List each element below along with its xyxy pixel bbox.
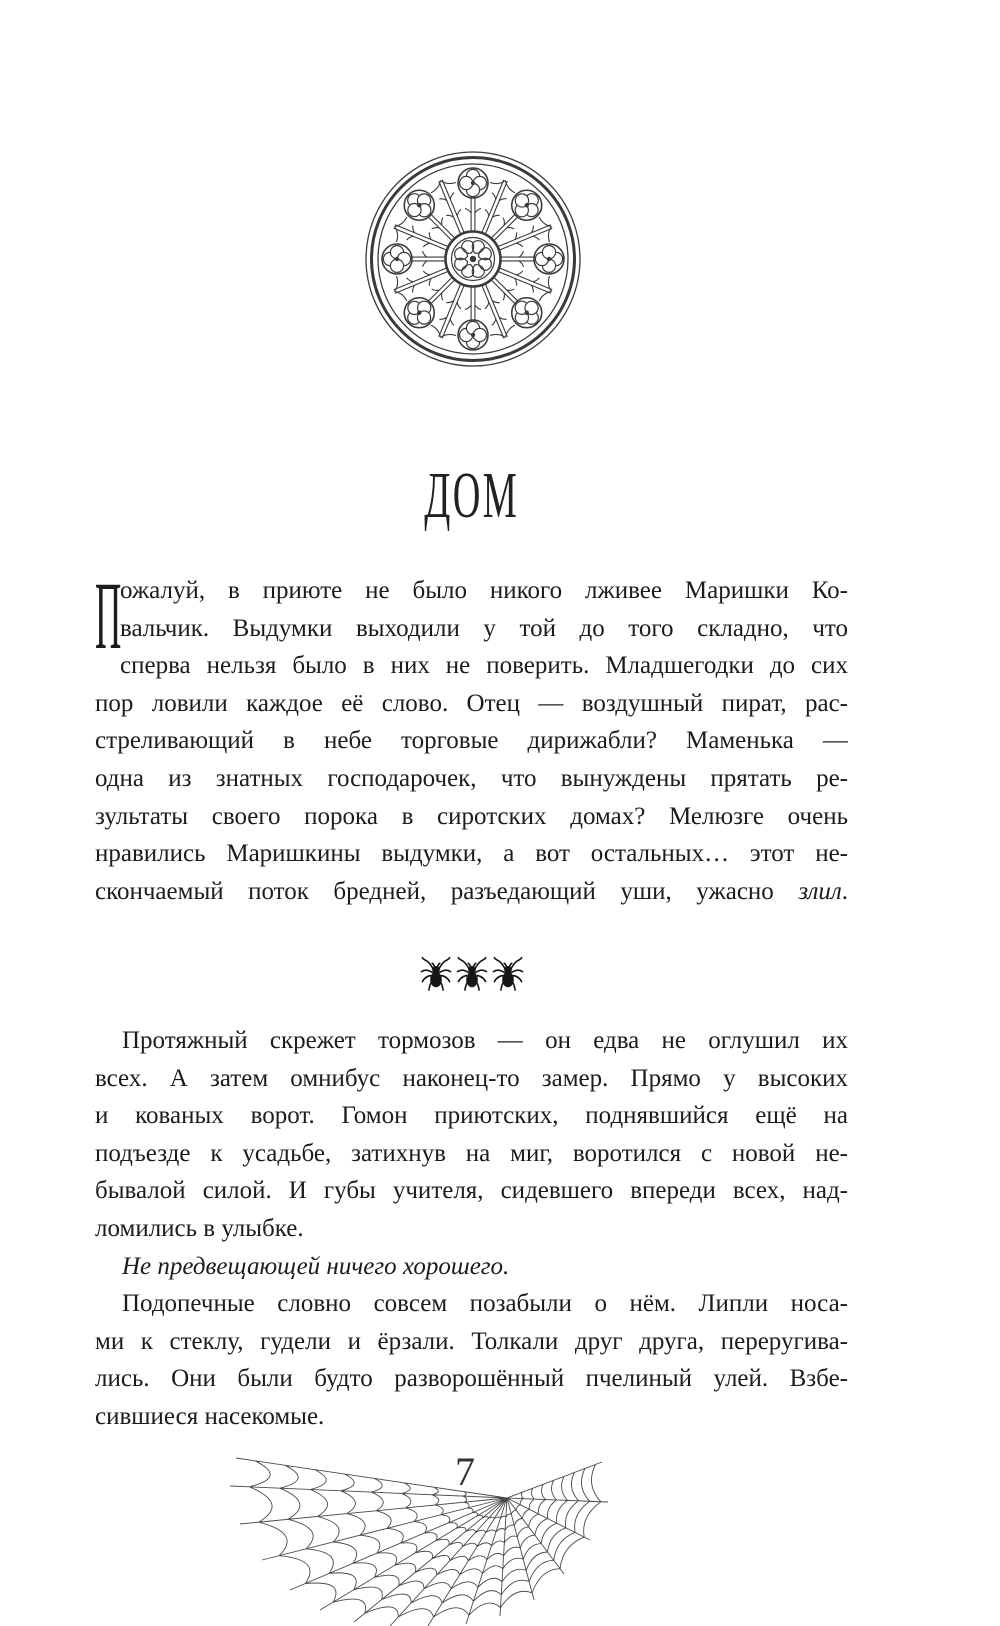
- body-text: ожалуй, в приюте не было никого лживее Маришки Ко-: [120, 577, 848, 604]
- rose-window-ornament: [362, 148, 584, 370]
- spider-icon: [492, 955, 524, 995]
- body-text: сившиеся насекомые.: [95, 1402, 325, 1430]
- drop-cap: П: [95, 562, 122, 669]
- body-text: и кованых ворот. Гомон приютских, поднявшийся ещё на: [95, 1102, 848, 1130]
- body-text: .: [841, 877, 848, 905]
- body-text: Не предвещающей ничего хорошего.: [122, 1252, 510, 1280]
- body-text: ломились в улыбке.: [95, 1214, 304, 1242]
- body-text: вальчик. Выдумки выходили у той до того складно, что: [120, 614, 848, 642]
- text-line: [95, 1060, 848, 1098]
- body-text: зультаты своего порока в сиротских домах? Мелюзге очень: [95, 802, 848, 830]
- text-line: [95, 722, 848, 760]
- text-line: [120, 647, 848, 685]
- body-text: одна из знатных господарочек, что вынуждены прятать ре-: [95, 764, 848, 792]
- body-text: подъезде к усадьбе, затихнув на миг, воротился с новой не-: [95, 1139, 848, 1167]
- text-line: [95, 798, 848, 836]
- text-line: [95, 835, 848, 873]
- spider-separator: [95, 955, 848, 997]
- text-block-1: [95, 562, 848, 910]
- text-line: [95, 1135, 848, 1173]
- paragraph: [95, 1022, 848, 1248]
- text-block-2: [95, 1022, 848, 1436]
- text-line: [120, 610, 848, 648]
- spider-web-ornament: [228, 1428, 628, 1626]
- body-text: пор ловили каждое её слово. Отец — воздушный пират, рас-: [95, 689, 848, 717]
- body-text: всех. А затем омнибус наконец-то замер. Прямо у высоких: [95, 1064, 848, 1092]
- emphasis-text: злил: [798, 877, 842, 905]
- text-line: [95, 1285, 848, 1323]
- text-line: [95, 1097, 848, 1135]
- text-line: [95, 1248, 848, 1286]
- paragraph: [95, 1285, 848, 1435]
- spider-icon: [420, 955, 452, 995]
- text-line: [95, 1360, 848, 1398]
- text-line: [95, 1022, 848, 1060]
- body-text: стреливающий в небе торговые дирижабли? Маменька —: [95, 727, 848, 755]
- chapter-title-text: ДОМ: [424, 459, 519, 532]
- text-line: [95, 760, 848, 798]
- page-number: 7: [455, 1449, 475, 1494]
- body-text: Подопечные словно совсем позабыли о нём. Липли носа-: [122, 1290, 848, 1318]
- text-line: [95, 1323, 848, 1361]
- text-line: [95, 1172, 848, 1210]
- spider-icon: [456, 955, 488, 995]
- text-line: [120, 572, 848, 610]
- body-text: лись. Они были будто разворошённый пчелиный улей. Взбе-: [95, 1365, 848, 1393]
- body-text: ми к стеклу, гудели и ёрзали. Толкали друг друга, переругива-: [95, 1327, 848, 1355]
- text-line: [95, 685, 848, 723]
- text-line: [95, 1210, 848, 1248]
- body-text: бывалой силой. И губы учителя, сидевшего впереди всех, над-: [95, 1177, 848, 1205]
- body-text: скончаемый поток бредней, разъедающий уши, ужасно: [95, 877, 799, 905]
- body-text: сперва нельзя было в них не поверить. Младшегодки до сих: [120, 652, 848, 680]
- body-text: Протяжный скрежет тормозов — он едва не оглушил их: [122, 1027, 848, 1054]
- text-line: [95, 873, 848, 911]
- paragraph: [95, 562, 848, 910]
- paragraph: [95, 1248, 848, 1286]
- chapter-title: [95, 459, 848, 532]
- body-text: нравились Маришкины выдумки, а вот остальных… этот не-: [95, 840, 848, 868]
